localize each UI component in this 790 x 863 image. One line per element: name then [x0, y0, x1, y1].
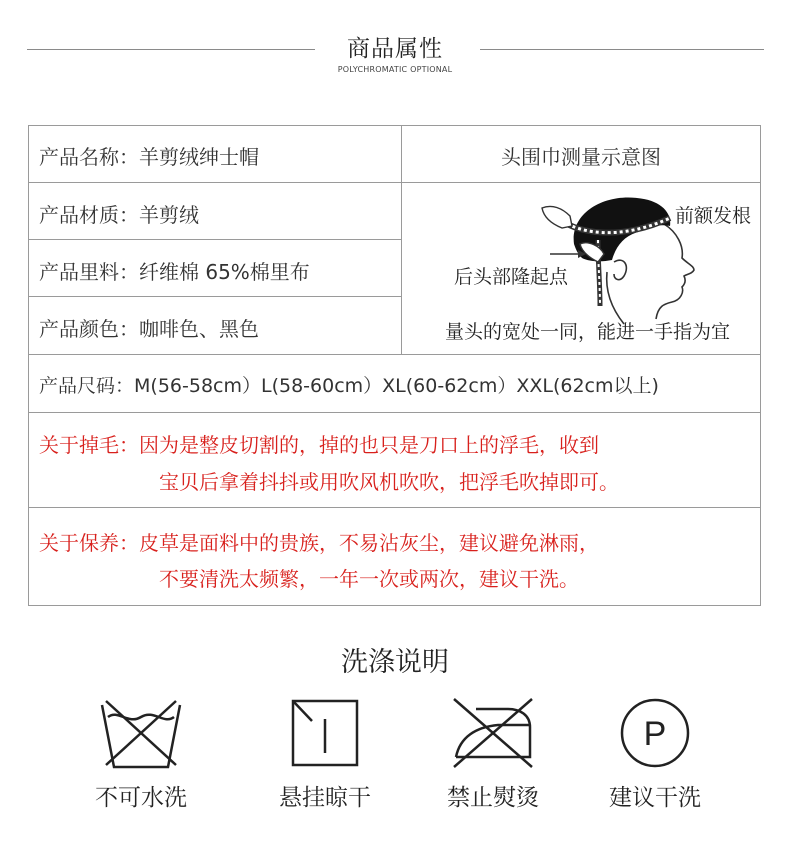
- row-divider: [29, 412, 760, 413]
- care-item-no-water-wash: [76, 697, 206, 812]
- attr-value: 羊剪绒: [139, 203, 199, 227]
- product-attributes-table: [28, 125, 761, 606]
- head-measurement-diagram: [402, 184, 759, 354]
- attr-label: 产品材质：: [39, 203, 139, 227]
- note-line: 皮草是面料中的贵族，不易沾灰尘，建议避免淋雨，: [139, 531, 599, 555]
- note-care-line2: 不要清洗太频繁，一年一次或两次，建议干洗。: [159, 567, 579, 591]
- no-water-wash-icon: [98, 697, 184, 769]
- note-label: 关于保养：: [39, 531, 139, 555]
- care-title: 洗涤说明: [341, 647, 449, 678]
- section-header: [0, 0, 790, 90]
- care-item-hang-dry: [260, 697, 390, 812]
- attr-value: 咖啡色、黑色: [139, 317, 259, 341]
- row-divider: [29, 296, 402, 297]
- note-shedding: [39, 429, 599, 458]
- care-label: 禁止熨烫: [447, 785, 539, 811]
- attr-row-material: [39, 199, 199, 228]
- note-label: 关于掉毛：: [39, 433, 139, 457]
- attr-label: 产品里料：: [39, 260, 139, 284]
- attr-label: 产品名称：: [39, 145, 139, 169]
- attr-label: 产品颜色：: [39, 317, 139, 341]
- section-subtitle: POLYCHROMATIC OPTIONAL: [337, 65, 453, 74]
- care-label: 悬挂晾干: [279, 785, 371, 811]
- attr-value: 纤维棉 65%棉里布: [139, 260, 310, 284]
- attr-value: M(56-58cm）L(58-60cm）XL(60-62cm）XXL(62cm以上): [134, 375, 659, 397]
- care-item-no-iron: [428, 697, 558, 812]
- no-iron-icon: [448, 697, 538, 769]
- dry-clean-symbol: P: [643, 715, 667, 753]
- care-item-dry-clean: [590, 697, 720, 812]
- row-divider: [402, 182, 760, 183]
- attr-label: 产品尺码：: [39, 375, 135, 397]
- front-hairline-label: 前额发根: [675, 205, 752, 227]
- dry-clean-icon: [619, 697, 691, 769]
- header-divider-right: [480, 49, 764, 50]
- attr-row-name: [39, 141, 259, 170]
- measurement-note: 量头的宽处一同，能进一手指为宜: [445, 321, 731, 343]
- attr-value: 羊剪绒绅士帽: [139, 145, 259, 169]
- row-divider: [29, 354, 760, 355]
- row-divider: [29, 239, 402, 240]
- hang-dry-icon: [290, 697, 360, 769]
- attr-row-lining: [39, 256, 310, 285]
- back-head-label: 后头部隆起点: [454, 266, 569, 288]
- attr-row-size: [39, 371, 659, 398]
- note-care: [39, 527, 599, 556]
- attr-row-color: [39, 313, 259, 342]
- section-title: 商品属性: [347, 36, 443, 62]
- row-divider: [29, 182, 402, 183]
- care-label: 不可水洗: [95, 785, 187, 811]
- row-divider: [29, 507, 760, 508]
- diagram-title: 头围巾测量示意图: [501, 145, 661, 169]
- care-label: 建议干洗: [609, 785, 701, 811]
- note-shedding-line2: 宝贝后拿着抖抖或用吹风机吹吹，把浮毛吹掉即可。: [159, 470, 619, 494]
- note-line: 因为是整皮切割的，掉的也只是刀口上的浮毛，收到: [139, 433, 599, 457]
